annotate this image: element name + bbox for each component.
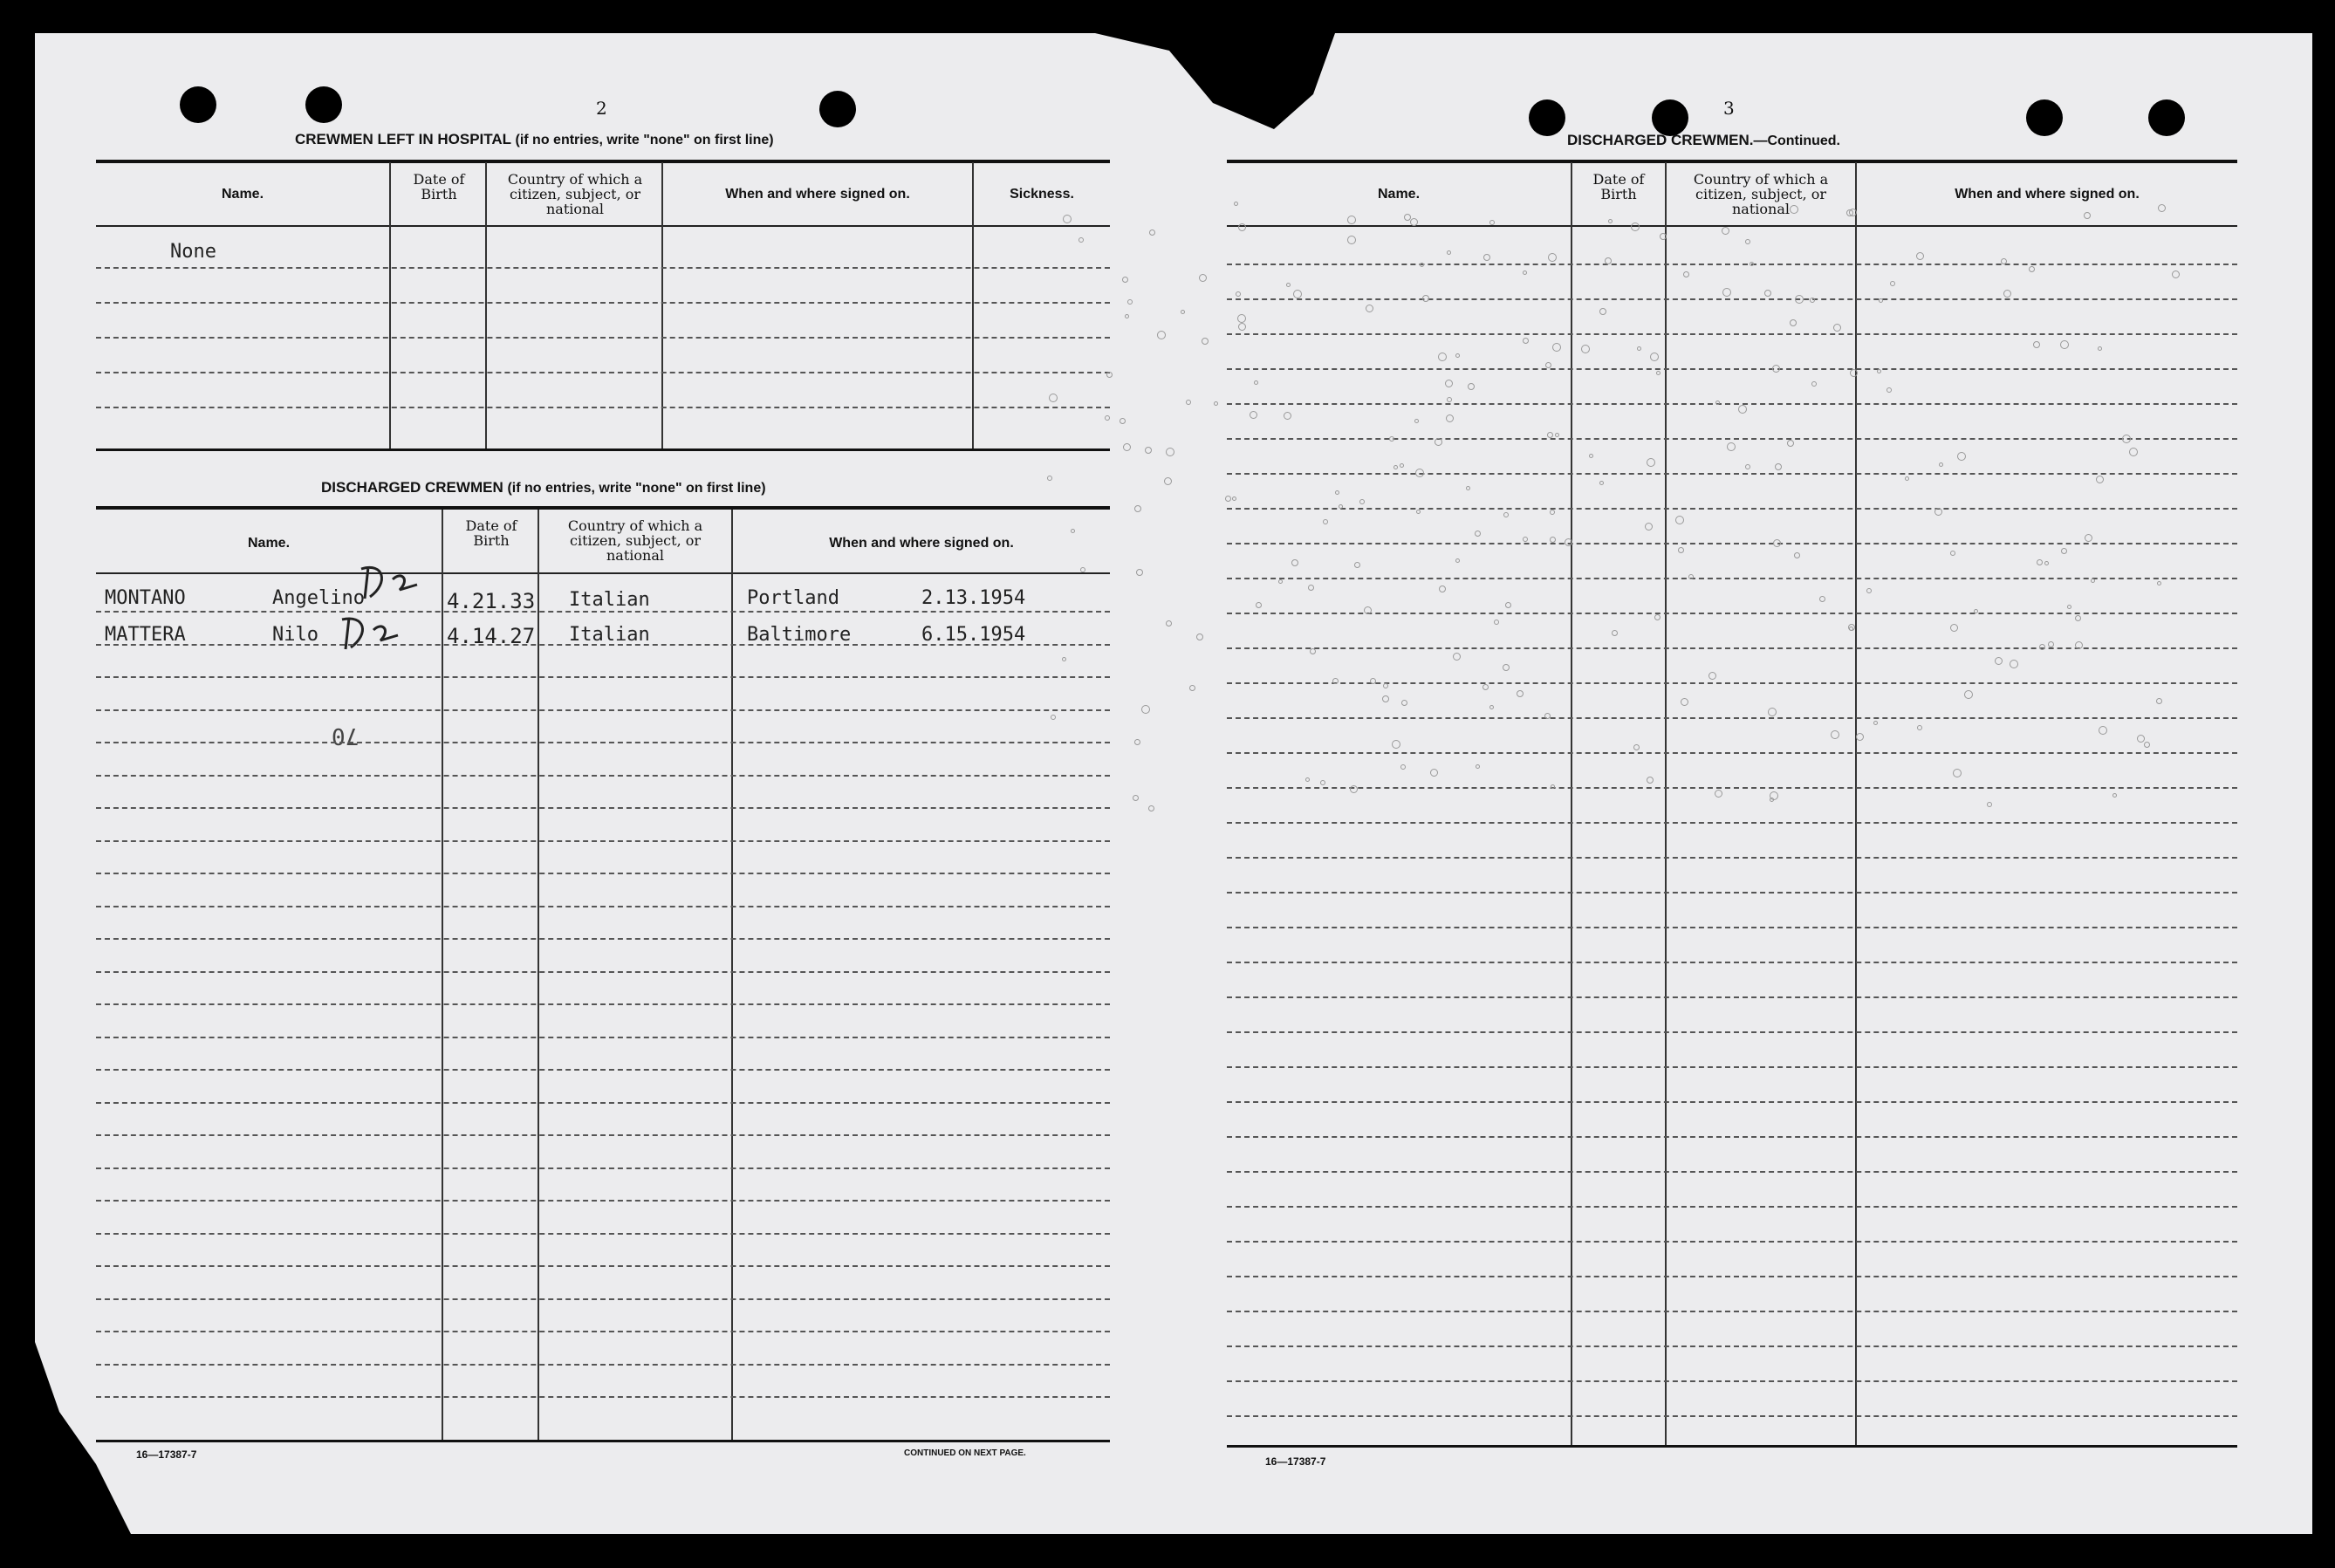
paper-speck <box>1482 684 1489 690</box>
paper-speck <box>1775 463 1782 470</box>
form-number-left: 16—17387-7 <box>136 1448 197 1461</box>
ruled-line <box>96 611 1110 613</box>
paper-speck <box>1654 614 1661 620</box>
ruled-line <box>96 807 1110 809</box>
punch-hole <box>1529 99 1565 136</box>
paper-speck <box>1439 585 1446 592</box>
handwritten-d2-mark <box>332 613 410 656</box>
paper-speck <box>1370 678 1376 684</box>
continued-header-country: Country of which a citizen, subject, or national <box>1693 171 1829 217</box>
paper-speck <box>1400 764 1406 770</box>
paper-speck <box>1608 219 1613 223</box>
paper-speck <box>1605 257 1612 264</box>
ruled-line <box>1227 473 2237 475</box>
ruled-line <box>1227 647 2237 649</box>
punch-hole <box>1652 99 1688 136</box>
crew-signed-place: Baltimore <box>747 624 852 646</box>
ruled-line <box>1227 508 2237 510</box>
paper-speck <box>1062 657 1066 661</box>
paper-speck <box>1727 442 1736 451</box>
ruled-line <box>1227 892 2237 894</box>
paper-speck <box>1320 780 1325 785</box>
paper-speck <box>1199 274 1207 282</box>
paper-speck <box>2157 581 2161 585</box>
ruled-line <box>1227 1136 2237 1138</box>
column-divider <box>538 510 539 1440</box>
paper-speck <box>1202 338 1209 345</box>
paper-speck <box>1401 700 1407 706</box>
ruled-line <box>1227 822 2237 824</box>
paper-speck <box>2075 615 2081 621</box>
paper-speck <box>2158 204 2166 212</box>
paper-speck <box>1308 585 1314 591</box>
discharged-bottom-rule <box>96 1440 1110 1442</box>
ruled-line <box>96 1233 1110 1235</box>
ruled-line <box>1227 857 2237 859</box>
punch-hole <box>180 86 216 123</box>
crew-dob: 4.14.27 <box>447 624 536 648</box>
ruled-line <box>96 1200 1110 1202</box>
paper-speck <box>1503 512 1509 517</box>
crew-country: Italian <box>569 589 650 611</box>
ruled-line <box>1227 1031 2237 1033</box>
ruled-line <box>1227 333 2237 335</box>
ruled-line <box>1227 1171 2237 1173</box>
continued-header-name: Name. <box>1377 187 1421 202</box>
paper-speck <box>1810 298 1815 303</box>
column-divider <box>731 510 733 1440</box>
paper-speck <box>1127 299 1133 305</box>
continued-header-dob: Date of Birth <box>1592 171 1645 202</box>
paper-speck <box>1335 490 1339 495</box>
paper-speck <box>1382 695 1389 702</box>
discharged-header-country: Country of which a citizen, subject, or national <box>567 517 703 564</box>
ruled-line <box>96 644 1110 646</box>
ruled-line <box>1227 1380 2237 1382</box>
ruled-line <box>1227 1345 2237 1347</box>
ruled-line <box>96 709 1110 711</box>
hospital-header-rule <box>96 225 1110 227</box>
paper-speck <box>1347 216 1356 224</box>
paper-speck <box>2039 644 2045 650</box>
paper-speck <box>2010 660 2018 668</box>
ruled-line <box>96 372 1110 373</box>
paper-speck <box>1772 365 1780 373</box>
paper-speck <box>1517 690 1524 697</box>
crew-dob: 4.21.33 <box>447 589 536 613</box>
paper-speck <box>1647 777 1654 784</box>
ruled-line <box>1227 927 2237 928</box>
paper-speck <box>1794 552 1800 558</box>
paper-speck <box>1950 624 1958 632</box>
paper-speck <box>1051 715 1056 720</box>
paper-speck <box>1866 588 1872 593</box>
paper-speck <box>1745 464 1750 469</box>
ruled-line <box>1227 438 2237 440</box>
paper-speck <box>2122 435 2131 443</box>
column-divider <box>1665 162 1667 1445</box>
crew-signed-date: 6.15.1954 <box>921 624 1026 646</box>
paper-speck <box>1494 620 1499 625</box>
paper-speck <box>1286 283 1291 287</box>
paper-speck <box>1631 223 1640 231</box>
page-number-left: 2 <box>596 98 607 119</box>
paper-speck <box>1455 558 1460 563</box>
paper-speck <box>1650 353 1659 361</box>
paper-speck <box>1879 298 1883 303</box>
paper-speck <box>1225 496 1231 502</box>
punch-hole <box>819 91 856 127</box>
ruled-line <box>96 1003 1110 1005</box>
paper-speck <box>1332 678 1339 684</box>
ruled-line <box>96 1298 1110 1300</box>
ruled-line <box>96 775 1110 777</box>
paper-speck <box>1339 504 1343 509</box>
paper-speck <box>2156 698 2162 704</box>
ruled-line <box>96 1069 1110 1071</box>
column-divider <box>661 162 663 448</box>
paper-speck <box>1291 559 1298 566</box>
crew-surname: MATTERA <box>105 624 186 646</box>
hospital-bottom-rule <box>96 448 1110 451</box>
handwritten-d2-mark <box>349 558 428 611</box>
form-number-right: 16—17387-7 <box>1265 1455 1326 1468</box>
crew-surname: MONTANO <box>105 587 186 609</box>
column-divider <box>1855 162 1857 1445</box>
paper-speck <box>1354 562 1360 568</box>
paper-speck <box>1392 740 1400 749</box>
ruled-line <box>96 1396 1110 1398</box>
ruled-line <box>1227 368 2237 370</box>
paper-speck <box>1647 458 1655 467</box>
paper-speck <box>1612 630 1618 636</box>
paper-speck <box>1293 290 1302 298</box>
paper-speck <box>1795 295 1804 304</box>
ruled-line <box>1227 787 2237 789</box>
paper-speck <box>1833 324 1841 332</box>
column-divider <box>485 162 487 448</box>
ruled-line <box>96 337 1110 339</box>
discharged-header-dob: Date of Birth <box>465 517 517 549</box>
paper-speck <box>1141 705 1150 714</box>
paper-speck <box>1548 253 1557 262</box>
ruled-line <box>96 676 1110 678</box>
ruled-line <box>96 1265 1110 1267</box>
paper-speck <box>1468 383 1475 390</box>
paper-speck <box>1873 721 1878 725</box>
ruled-line <box>96 267 1110 269</box>
punch-hole <box>2148 99 2185 136</box>
discharged-section-title: DISCHARGED CREWMEN (if no entries, write "none" on first line) <box>321 479 766 496</box>
ruled-line <box>96 407 1110 408</box>
continued-header-rule <box>1227 225 2237 227</box>
crew-signed-place: Portland <box>747 587 839 609</box>
ruled-line <box>96 1134 1110 1136</box>
continued-header-signed: When and where signed on. <box>1955 187 2140 202</box>
paper-speck <box>1466 486 1470 490</box>
discharged-top-rule <box>96 506 1110 510</box>
ruled-line <box>1227 1066 2237 1068</box>
ruled-line <box>1227 1241 2237 1243</box>
paper-speck <box>1133 795 1139 801</box>
continued-section-title: DISCHARGED CREWMEN.—Continued. <box>1567 132 1840 148</box>
paper-speck <box>1483 254 1490 261</box>
paper-speck <box>1323 519 1328 524</box>
ruled-line <box>96 1102 1110 1104</box>
paper-speck <box>1416 510 1421 514</box>
ruled-line <box>1227 752 2237 754</box>
hospital-section-title: CREWMEN LEFT IN HOSPITAL (if no entries, write "none" on first line) <box>295 131 774 147</box>
paper-speck <box>1683 271 1689 277</box>
paper-speck <box>1877 369 1881 373</box>
page-number-right: 3 <box>1723 98 1735 119</box>
paper-speck <box>1917 725 1922 730</box>
continued-note: CONTINUED ON NEXT PAGE. <box>904 1448 1026 1458</box>
punch-hole <box>305 86 342 123</box>
ruled-line <box>96 971 1110 973</box>
crew-signed-date: 2.13.1954 <box>921 587 1026 609</box>
paper-speck <box>1637 346 1641 351</box>
paper-speck <box>2112 793 2117 798</box>
paper-speck <box>1350 785 1358 793</box>
ruled-line <box>96 873 1110 874</box>
hospital-entry-none: None <box>170 241 216 263</box>
paper-speck <box>1453 653 1461 661</box>
paper-speck <box>1550 537 1556 543</box>
paper-speck <box>2096 476 2104 483</box>
hospital-header-sickness: Sickness. <box>1010 187 1074 202</box>
continued-bottom-rule <box>1227 1445 2237 1448</box>
paper-speck <box>1555 433 1559 437</box>
ruled-line <box>96 742 1110 743</box>
paper-speck <box>1400 463 1404 468</box>
paper-speck <box>1393 465 1398 469</box>
paper-speck <box>1438 353 1447 361</box>
ruled-line <box>96 938 1110 940</box>
ruled-line <box>1227 996 2237 998</box>
ruled-line <box>1227 717 2237 719</box>
ruled-line <box>96 302 1110 304</box>
column-divider <box>972 162 974 448</box>
ruled-line <box>1227 613 2237 614</box>
paper-speck <box>1886 387 1892 393</box>
crew-country: Italian <box>569 624 650 646</box>
form-sheet <box>35 33 2312 1534</box>
ruled-line <box>1227 578 2237 579</box>
paper-speck <box>1476 764 1480 769</box>
paper-speck <box>1123 443 1131 451</box>
paper-speck <box>1768 708 1777 716</box>
paper-speck <box>2129 448 2138 456</box>
paper-speck <box>1547 432 1553 438</box>
paper-speck <box>2137 735 2145 743</box>
paper-speck <box>1250 411 1257 419</box>
margin-mark: 70 <box>332 722 359 749</box>
paper-speck <box>1819 596 1825 602</box>
ruled-line <box>1227 1415 2237 1417</box>
ruled-line <box>1227 543 2237 544</box>
crew-given-name: Angelino <box>272 587 365 609</box>
continued-top-rule <box>1227 160 2237 163</box>
hospital-top-rule <box>96 160 1110 163</box>
ruled-line <box>96 1331 1110 1332</box>
ruled-line <box>1227 298 2237 300</box>
ruled-line <box>1227 1276 2237 1277</box>
ruled-line <box>96 840 1110 842</box>
punch-hole <box>2026 99 2063 136</box>
ruled-line <box>96 1167 1110 1169</box>
ruled-line <box>1227 403 2237 405</box>
paper-speck <box>1414 419 1419 423</box>
ruled-line <box>1227 1311 2237 1312</box>
crew-given-name: Nilo <box>272 624 318 646</box>
paper-speck <box>2172 270 2180 278</box>
paper-speck <box>1157 331 1166 339</box>
paper-speck <box>1134 505 1141 512</box>
paper-speck <box>1278 579 1283 584</box>
paper-speck <box>1106 372 1113 378</box>
hospital-header-country: Country of which a citizen, subject, or national <box>507 171 643 217</box>
ruled-line <box>96 1037 1110 1038</box>
column-divider <box>389 162 391 448</box>
paper-speck <box>1420 263 1424 267</box>
discharged-header-rule <box>96 572 1110 574</box>
paper-speck <box>1186 400 1191 405</box>
ruled-line <box>1227 264 2237 265</box>
paper-speck <box>2085 534 2092 542</box>
ruled-line <box>96 1364 1110 1366</box>
paper-speck <box>1950 551 1955 556</box>
paper-speck <box>1234 202 1238 206</box>
column-divider <box>442 510 443 1440</box>
paper-speck <box>1422 295 1429 302</box>
paper-speck <box>1136 569 1143 576</box>
ruled-line <box>96 906 1110 907</box>
column-divider <box>1571 162 1572 1445</box>
paper-speck <box>1995 657 2003 665</box>
paper-speck <box>1916 252 1924 260</box>
paper-speck <box>2044 561 2049 565</box>
paper-speck <box>1934 508 1942 516</box>
discharged-header-signed: When and where signed on. <box>829 536 1014 551</box>
paper-speck <box>1310 648 1316 654</box>
paper-speck <box>1688 574 1694 579</box>
ruled-line <box>1227 1101 2237 1103</box>
ruled-line <box>1227 682 2237 684</box>
paper-speck <box>2075 641 2083 649</box>
paper-speck <box>1787 440 1794 447</box>
paper-speck <box>1435 438 1442 446</box>
paper-speck <box>1545 362 1551 368</box>
hospital-header-signed: When and where signed on. <box>725 187 910 202</box>
hospital-header-dob: Date of Birth <box>413 171 465 202</box>
paper-speck <box>2001 258 2007 264</box>
ruled-line <box>1227 962 2237 963</box>
paper-speck <box>1738 405 1747 414</box>
paper-speck <box>1364 606 1372 614</box>
ruled-line <box>1227 1206 2237 1208</box>
discharged-header-name: Name. <box>247 536 291 551</box>
paper-speck <box>1189 685 1195 691</box>
hospital-header-name: Name. <box>221 187 264 202</box>
paper-speck <box>1708 672 1716 680</box>
